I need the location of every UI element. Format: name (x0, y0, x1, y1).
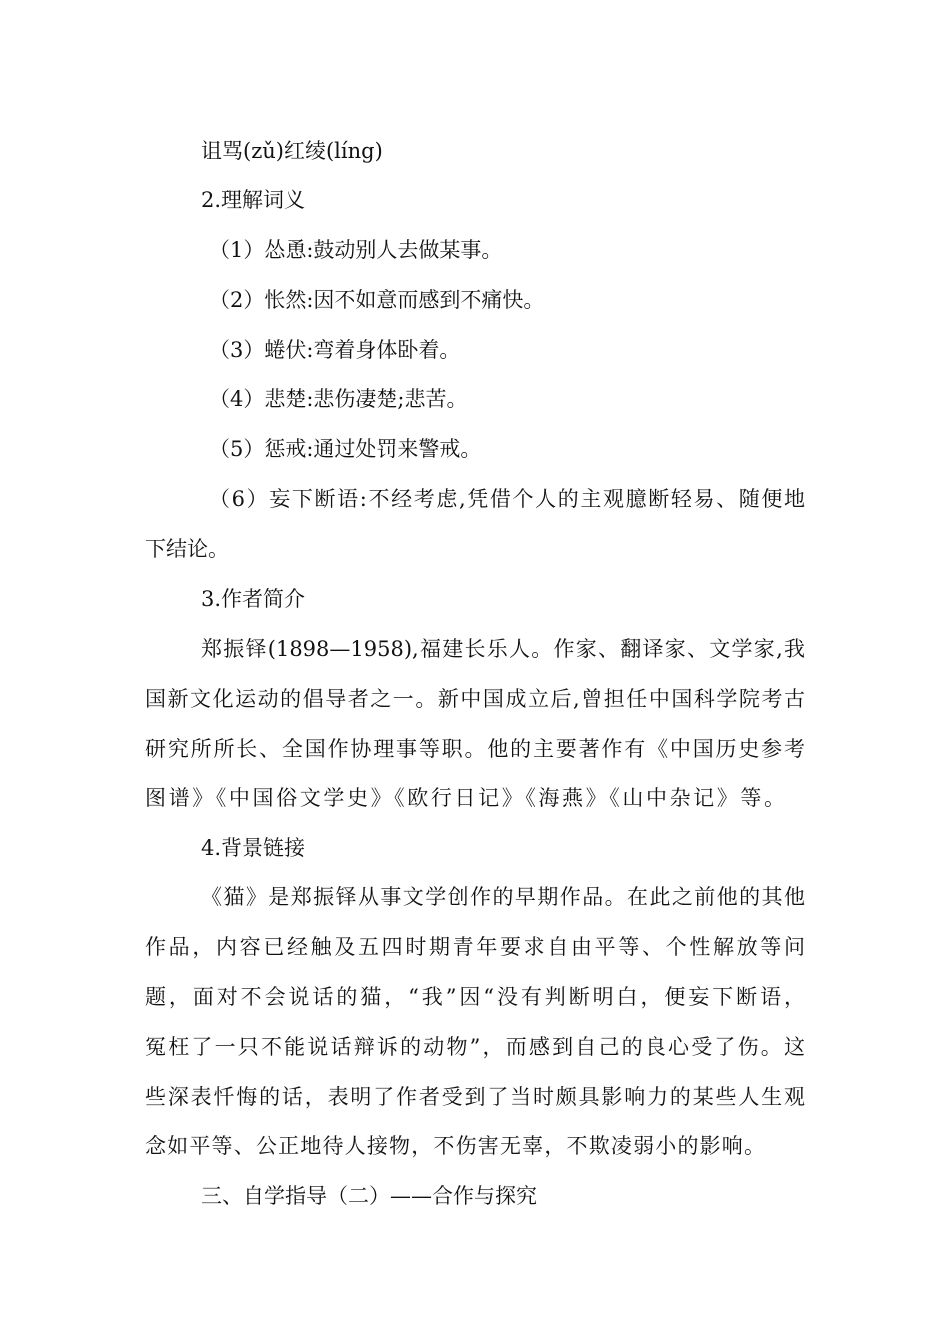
definition-item: （4）悲楚:悲伤凄楚;悲苦。 (209, 387, 468, 411)
definition-item: （1）怂恿:鼓动别人去做某事。 (209, 238, 503, 262)
section-4-heading: 4.背景链接 (201, 836, 306, 860)
background-line: 些深表忏悔的话，表明了作者受到了当时颇具影响力的某些人生观 (145, 1085, 805, 1109)
definition-item: （2）怅然:因不如意而感到不痛快。 (209, 288, 545, 312)
definition-item-6-line-2: 下结论。 (145, 537, 229, 561)
author-intro-line: 图谱》《中国俗文学史》《欧行日记》《海燕》《山中杂记》等。 (145, 786, 785, 810)
background-line: 《猫》是郑振铎从事文学创作的早期作品。在此之前他的其他 (201, 885, 805, 909)
background-line: 题，面对不会说话的猫，“我”因“没有判断明白，便妄下断语， (145, 985, 805, 1009)
pinyin-line: 诅骂(zǔ)红绫(líng) (201, 139, 383, 163)
background-line: 冤枉了一只不能说话辩诉的动物”，而感到自己的良心受了伤。这 (145, 1035, 805, 1059)
definition-item-6-line-1: （6）妄下断语:不经考虑,凭借个人的主观臆断轻易、随便地 (209, 487, 805, 511)
background-line: 念如平等、公正地待人接物，不伤害无辜，不欺凌弱小的影响。 (145, 1134, 765, 1158)
section-3-heading: 3.作者简介 (201, 587, 306, 611)
author-intro-line: 国新文化运动的倡导者之一。新中国成立后,曾担任中国科学院考古 (145, 687, 805, 711)
section-three-heading: 三、自学指导（二）——合作与探究 (201, 1184, 537, 1208)
definition-item: （3）蜷伏:弯着身体卧着。 (209, 338, 461, 362)
author-intro-line: 郑振铎(1898—1958),福建长乐人。作家、翻译家、文学家,我 (201, 637, 805, 661)
definition-item: （5）惩戒:通过处罚来警戒。 (209, 437, 482, 461)
author-intro-line: 研究所所长、全国作协理事等职。他的主要著作有《中国历史参考 (145, 737, 805, 761)
background-line: 作品，内容已经触及五四时期青年要求自由平等、个性解放等问 (145, 935, 805, 959)
section-2-heading: 2.理解词义 (201, 188, 306, 212)
